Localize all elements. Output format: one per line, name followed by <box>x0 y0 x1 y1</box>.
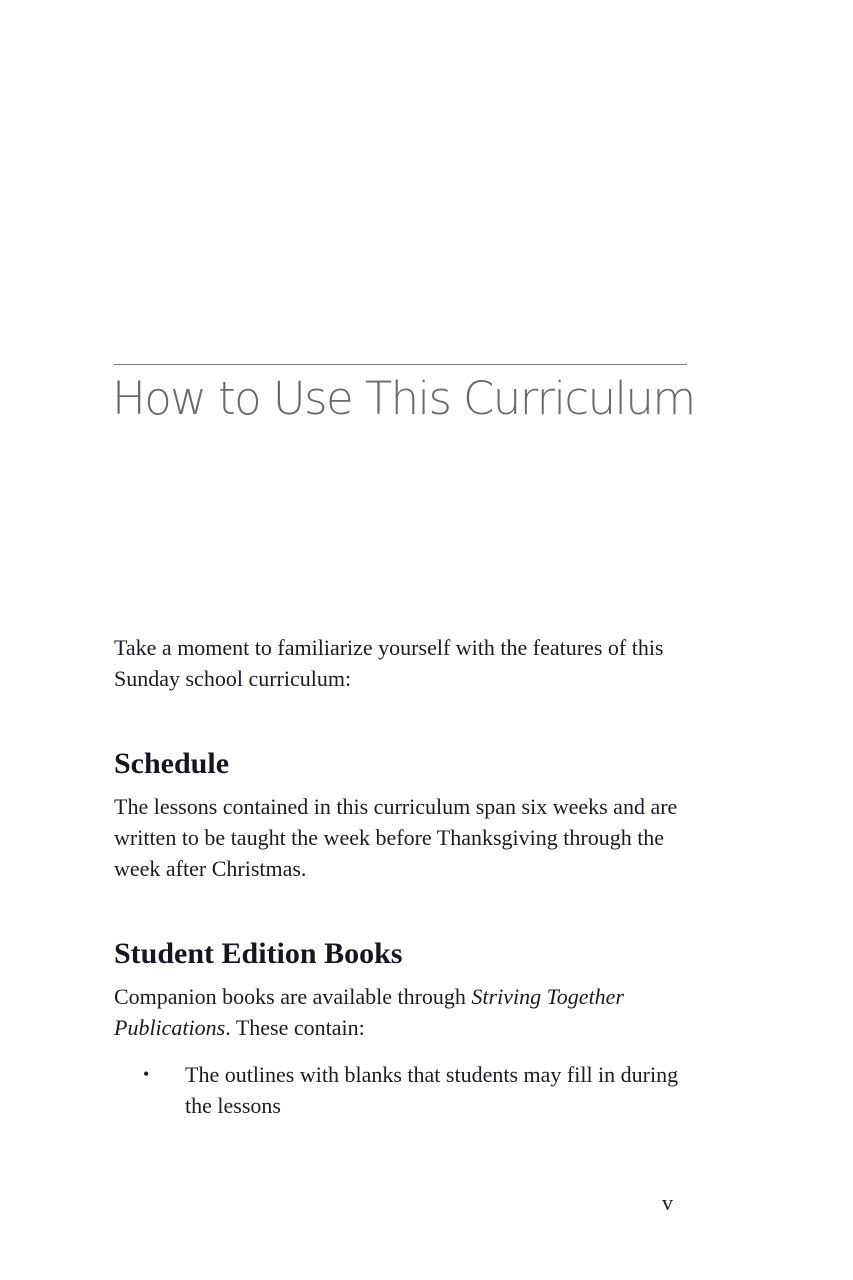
bullet-icon: • <box>143 1064 150 1084</box>
student-edition-text-after: . These contain: <box>225 1015 365 1040</box>
title-rule <box>114 364 687 365</box>
publisher-name: Striving Together Publications <box>114 984 625 1040</box>
page-number: v <box>662 1190 673 1215</box>
student-edition-paragraph <box>114 981 680 1043</box>
schedule-heading: Schedule <box>114 747 230 780</box>
student-edition-heading: Student Edition Books <box>114 937 403 970</box>
chapter-title: How to Use This Curriculum <box>112 372 695 425</box>
schedule-paragraph: The lessons contained in this curriculum span six weeks and are written to be taught the week before Thanksgiving through the week after Christmas. <box>114 794 678 881</box>
list-item <box>114 1059 680 1121</box>
student-edition-contents-list <box>114 1059 680 1121</box>
student-edition-text-before: Companion books are available through <box>114 984 472 1009</box>
intro-paragraph: Take a moment to familiarize yourself with the features of this Sunday school curriculum: <box>114 635 664 691</box>
list-item-text: The outlines with blanks that students may fill in during the lessons <box>185 1062 679 1118</box>
